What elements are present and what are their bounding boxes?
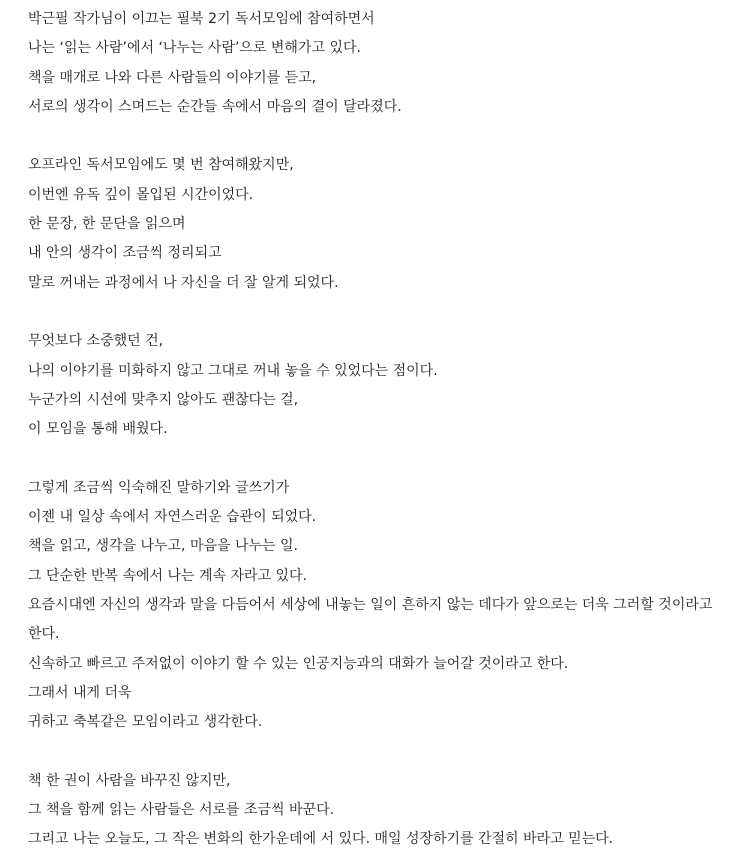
text-line: 이 모임을 통해 배웠다. [28,421,168,438]
text-line: 책 한 권이 사람을 바꾸진 않지만, [28,772,231,789]
paragraph-1 [28,5,734,122]
paragraph-2 [28,151,734,297]
text-line: 누군가의 시선에 맞추지 않아도 괜찮다는 걸, [28,391,299,408]
text-line: 무엇보다 소중했던 건, [28,333,164,350]
paragraph-spacer [28,444,734,473]
text-line: 서로의 생각이 스며드는 순간들 속에서 마음의 결이 달라졌다. [28,98,402,115]
text-line: 말로 꺼내는 과정에서 나 자신을 더 잘 알게 되었다. [28,274,339,291]
text-line: 그렇게 조금씩 익숙해진 말하기와 글쓰기가 [28,479,290,496]
paragraph-spacer [28,298,734,327]
text-line: 박근필 작가님이 이끄는 필북 2기 독서모임에 참여하면서 [28,11,375,27]
text-line: 신속하고 빠르고 주저없이 이야기 할 수 있는 인공지능과의 대화가 늘어갈 것이라고 한다. [28,655,569,672]
paragraph-3 [28,327,734,444]
text-line: 내 안의 생각이 조금씩 정리되고 [28,245,222,262]
text-line: 그래서 내게 더욱 [28,684,132,701]
text-line: 귀하고 축복같은 모임이라고 생각한다. [28,714,263,731]
article-body [28,5,734,855]
paragraph-spacer [28,122,734,151]
text-line: 나는 ‘읽는 사람’에서 ‘나누는 사람’으로 변해가고 있다. [28,40,361,57]
text-line: 나의 이야기를 미화하지 않고 그대로 꺼내 놓을 수 있었다는 점이다. [28,362,438,379]
text-line: 요즘시대엔 자신의 생각과 말을 다듬어서 세상에 내놓는 일이 흔하지 않는 데다가 앞으로는 더욱 그러할 것이라고 한다. [28,596,713,643]
text-line: 이젠 내 일상 속에서 자연스러운 습관이 되었다. [28,509,317,526]
text-line: 한 문장, 한 문단을 읽으며 [28,216,186,233]
text-line: 이번엔 유독 깊이 몰입된 시간이었다. [28,186,254,203]
paragraph-spacer [28,737,734,766]
paragraph-5 [28,767,734,855]
text-line: 오프라인 독서모임에도 몇 번 참여해왔지만, [28,157,294,174]
text-line: 그 단순한 반복 속에서 나는 계속 자라고 있다. [28,567,308,584]
text-line: 책을 읽고, 생각을 나누고, 마음을 나누는 일. [28,538,298,555]
text-line: 책을 매개로 나와 다른 사람들의 이야기를 듣고, [28,69,317,86]
text-line: 그 책을 함께 읽는 사람들은 서로를 조금씩 바꾼다. [28,802,335,819]
text-line: 그리고 나는 오늘도, 그 작은 변화의 한가운데에 서 있다. 매일 성장하기를 간절히 바라고 믿는다. [28,831,614,848]
paragraph-4 [28,474,734,738]
